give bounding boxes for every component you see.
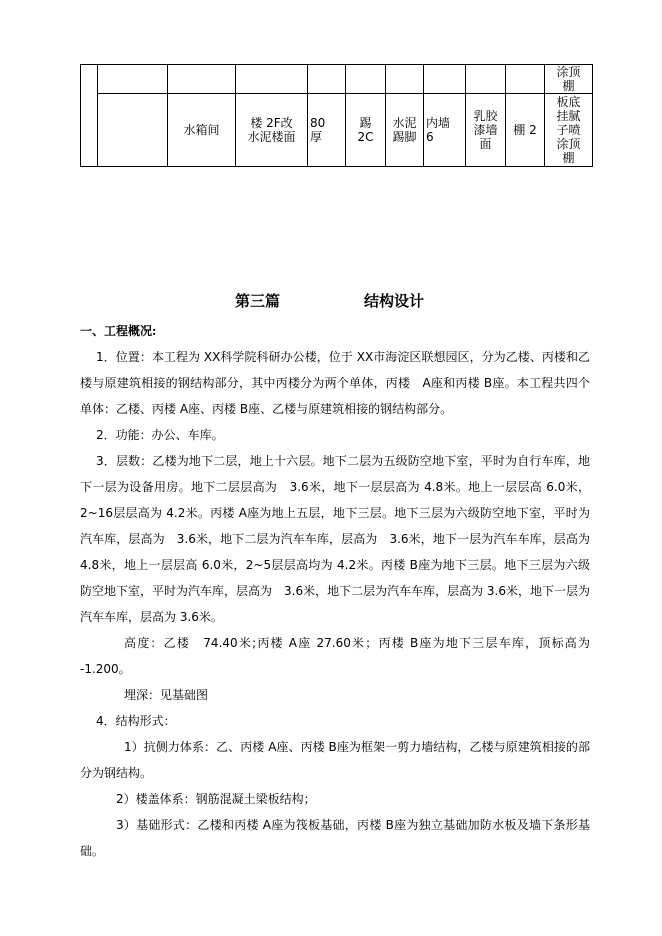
table-cell-empty xyxy=(466,65,506,94)
section-heading: 一、工程概况: xyxy=(80,324,157,338)
paragraph-structure-form: 4．结构形式： xyxy=(96,714,176,728)
table-cell-floor: 楼 2F改 水泥楼面 xyxy=(236,94,308,167)
table-cell-skirting: 水泥 踢脚 xyxy=(386,94,424,167)
finish-schedule-table xyxy=(80,64,593,167)
paragraph-floor-system: 2）楼盖体系：钢筋混凝土梁板结构； xyxy=(116,792,316,806)
table-cell-empty xyxy=(236,65,308,94)
table-cell-wall: 乳胶 漆墙 面 xyxy=(466,94,506,167)
table-cell-ceiling-continued: 涂顶 棚 xyxy=(545,65,593,94)
table-cell-ceiling: 板底 挂腻 子喷 涂顶 棚 xyxy=(545,94,593,167)
paragraph-function: 2．功能：办公、车库。 xyxy=(96,428,224,442)
table-cell-skirting-code: 踢 2C xyxy=(346,94,386,167)
table-cell-thickness: 80 厚 xyxy=(308,94,346,167)
table-cell-ceiling-code: 棚 2 xyxy=(506,94,545,167)
table-cell-empty xyxy=(98,65,168,94)
paragraph-foundation: 3）基础形式：乙楼和丙楼 A座为筏板基础，丙楼 B座为独立基础加防水板及墙下条形基础。 xyxy=(80,818,590,858)
paragraph-depth: 埋深：见基础图 xyxy=(124,688,209,702)
table-cell-empty xyxy=(424,65,466,94)
chapter-name: 结构设计 xyxy=(364,292,425,310)
table-cell-empty xyxy=(346,65,386,94)
table-cell-room: 水箱间 xyxy=(168,94,236,167)
paragraph-floors: 3．层数：乙楼为地下二层，地上十六层。地下二层为五级防空地下室，平时为自行车库，地下一层为设备用房。地下二层层高为 3.6米，地下一层层高为 4.8米。地上一层层高 6.0米，2~16层层高为 4.2米。丙楼 A座为地上五层，地下三层。地下三层为六级防空地下室，平时为汽车库，层高为 3.6米，地下二层为汽车车库，层高为 3.6米，地下一层为汽车车库，层高为 4.8米，地上一层层高 6.0米，2~5层层高均为 4.2米。丙楼 B座为地下三层。地下三层为六级防空地下室，平时为汽车库，层高为 3.6米，地下二层为汽车车库，层高为 3.6米，地下一层为汽车车库，层高为 3.6米。 xyxy=(80,454,603,624)
paragraph-lateral-system: 1）抗侧力体系：乙、丙楼 A座、丙楼 B座为框架一剪力墙结构，乙楼与原建筑相接的部分为钢结构。 xyxy=(80,740,590,780)
chapter-part: 第三篇 xyxy=(235,292,281,310)
table-row xyxy=(81,65,593,94)
table-row xyxy=(81,94,593,167)
table-cell-empty xyxy=(81,65,98,167)
table-cell-empty xyxy=(506,65,545,94)
table-cell-empty xyxy=(386,65,424,94)
section-overview xyxy=(80,318,603,864)
table-cell-empty xyxy=(168,65,236,94)
table-cell-empty xyxy=(308,65,346,94)
paragraph-height: 高度：乙楼 74.40米;丙楼 A座 27.60米；丙楼 B座为地下三层车库，顶标高为 -1.200。 xyxy=(80,636,590,676)
table-cell-wall-code: 内墙 6 xyxy=(424,94,466,167)
paragraph-location: 1．位置：本工程为 XX科学院科研办公楼，位于 XX市海淀区联想园区，分为乙楼、丙楼和乙楼与原建筑相接的钢结构部分，其中丙楼分为两个单体，丙楼 A座和丙楼 B座。本工程共四个单体：乙楼、丙楼 A座、丙楼 B座、乙楼与原建筑相接的钢结构部分。 xyxy=(80,350,590,416)
table-cell-empty xyxy=(98,94,168,167)
